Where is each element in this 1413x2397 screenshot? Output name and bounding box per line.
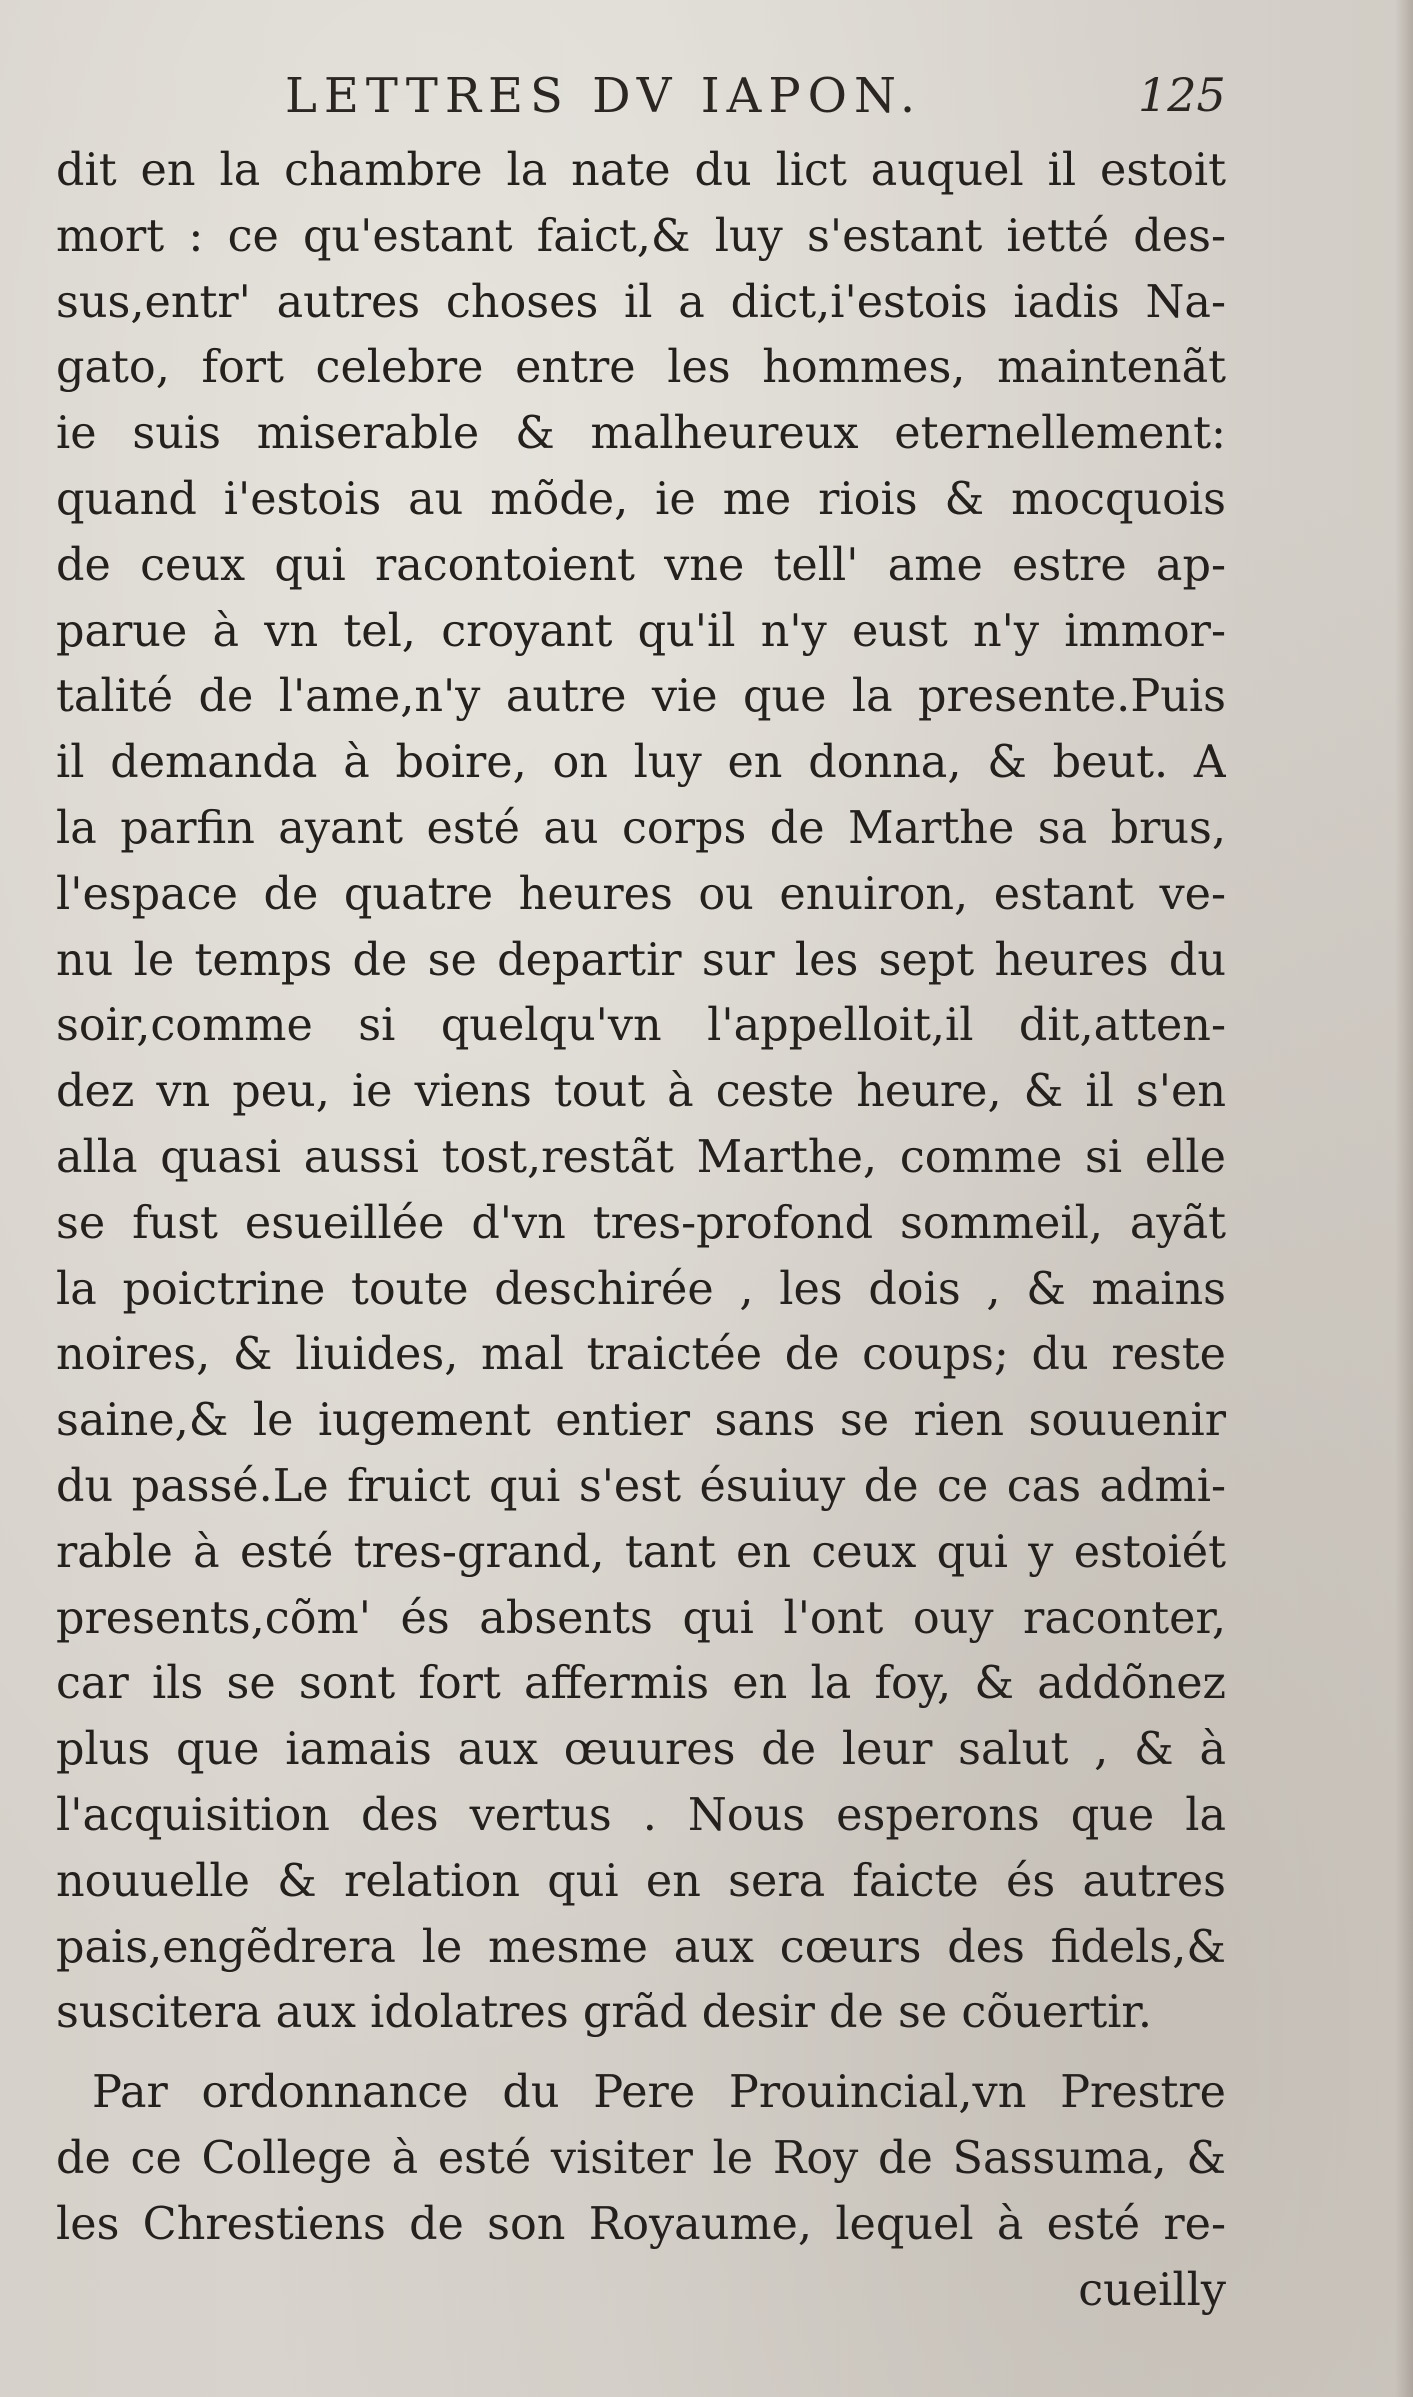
text-line: car ils se sont fort affermis en la foy, & addõnez	[56, 1658, 1226, 1710]
catchword: cueilly	[1078, 2264, 1226, 2316]
page-edge-shadow	[1395, 0, 1413, 2397]
text-line: gato, fort celebre entre les hommes, maintenãt	[56, 342, 1226, 394]
text-line: noires, & liuides, mal traictée de coups; du reste	[56, 1329, 1226, 1381]
text-line: se fust esueillée d'vn tres-profond sommeil, ayãt	[56, 1197, 1226, 1249]
text-line: rable à esté tres-grand, tant en ceux qui y estoiét	[56, 1526, 1226, 1578]
text-line: parue à vn tel, croyant qu'il n'y eust n'y immor-	[56, 605, 1226, 657]
running-head-title: LETTRES DV IAPON.	[285, 68, 923, 124]
text-line: plus que iamais aux œuures de leur salut , & à	[56, 1724, 1226, 1776]
text-line: dit en la chambre la nate du lict auquel il estoit	[56, 145, 1226, 196]
text-line: sus,entr' autres choses il a dict,i'estois iadis Na-	[56, 276, 1226, 328]
text-line: presents,cõm' és absents qui l'ont ouy raconter,	[56, 1592, 1226, 1644]
text-line: l'espace de quatre heures ou enuiron, estant ve-	[56, 868, 1226, 920]
text-line: saine,& le iugement entier sans se rien souuenir	[56, 1395, 1226, 1447]
text-line: quand i'estois au mõde, ie me riois & mocquois	[56, 473, 1226, 525]
text-line: ie suis miserable & malheureux eternellement:	[56, 408, 1226, 460]
text-line: de ce College à esté visiter le Roy de Sassuma, &	[56, 2132, 1226, 2184]
text-line: suscitera aux idolatres grãd desir de se cõuertir.	[56, 1987, 1152, 2039]
running-head	[0, 68, 1413, 128]
text-line: la parfin ayant esté au corps de Marthe sa brus,	[56, 802, 1226, 854]
text-line: il demanda à boire, on luy en donna, & beut. A	[56, 737, 1226, 789]
text-line: de ceux qui racontoient vne tell' ame estre ap-	[56, 539, 1226, 591]
body-text	[56, 138, 1226, 2323]
text-line: dez vn peu, ie viens tout à ceste heure, & il s'en	[56, 1066, 1226, 1118]
text-line: pais,engẽdrera le mesme aux cœurs des fidels,&	[56, 1921, 1226, 1973]
text-line: Par ordonnance du Pere Prouincial,vn Prestre	[92, 2067, 1226, 2119]
text-line: nu le temps de se departir sur les sept heures du	[56, 934, 1226, 986]
text-line: nouuelle & relation qui en sera faicte és autres	[56, 1855, 1226, 1907]
text-line: les Chrestiens de son Royaume, lequel à esté re-	[56, 2198, 1226, 2250]
text-line: mort : ce qu'estant faict,& luy s'estant ietté des-	[56, 210, 1226, 262]
text-line: talité de l'ame,n'y autre vie que la presente.Puis	[56, 671, 1226, 723]
text-line: l'acquisition des vertus . Nous esperons que la	[56, 1789, 1226, 1841]
text-line: alla quasi aussi tost,restãt Marthe, comme si elle	[56, 1131, 1226, 1183]
text-line: du passé.Le fruict qui s'est ésuiuy de ce cas admi-	[56, 1460, 1226, 1512]
text-line: la poictrine toute deschirée , les dois , & mains	[56, 1263, 1226, 1315]
page-number: 125	[1138, 68, 1226, 122]
text-line: soir,comme si quelqu'vn l'appelloit,il dit,atten-	[56, 1000, 1226, 1052]
